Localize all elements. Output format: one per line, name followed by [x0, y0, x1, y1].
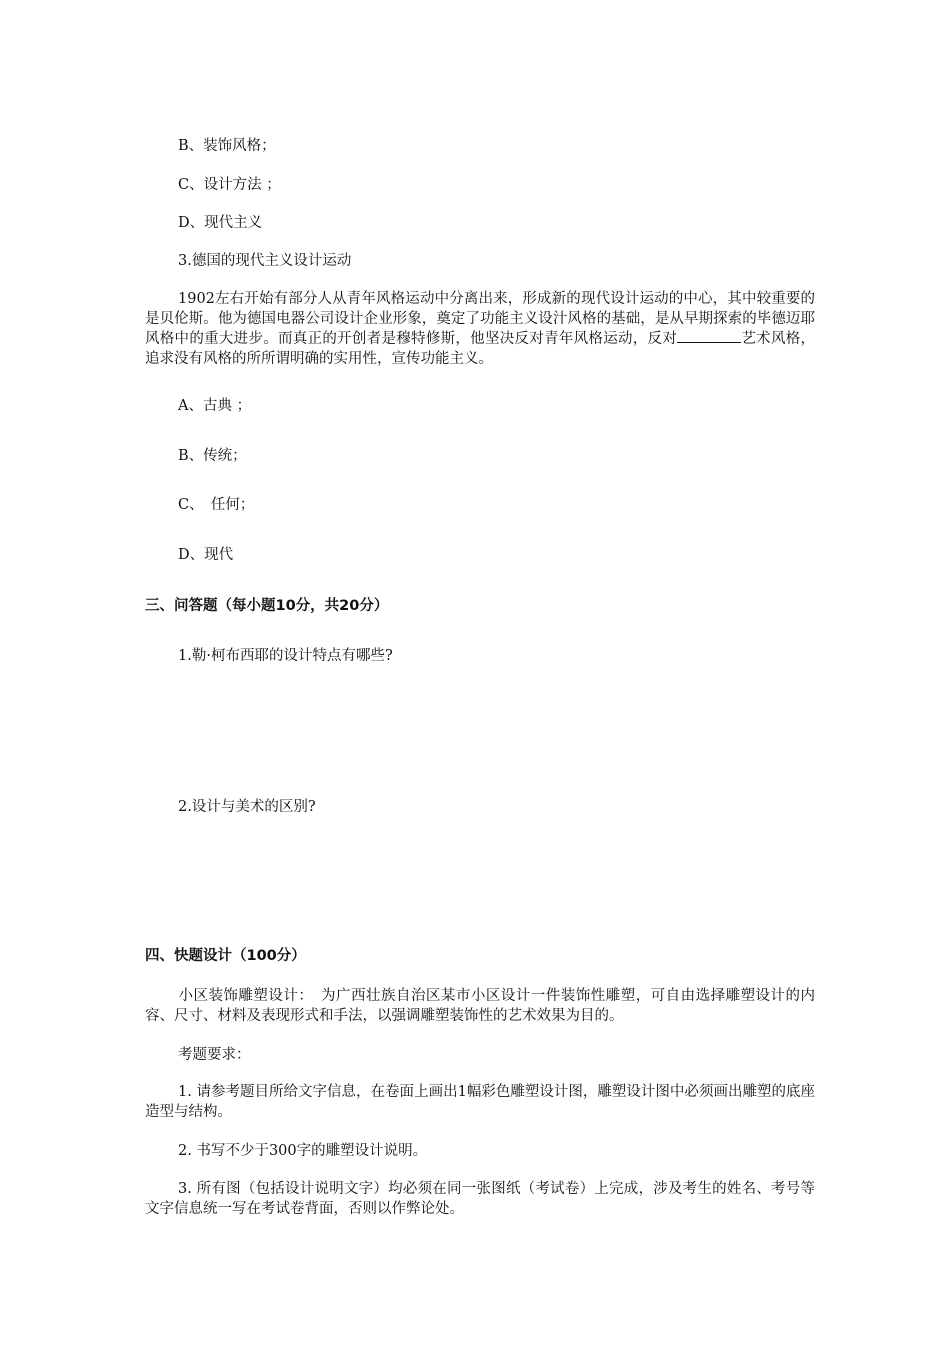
q2-option-c: C、设计方法 ； [178, 177, 281, 193]
section3-heading: 三、问答题（每小题10分，共20分） [145, 598, 389, 614]
q2-option-b: B、装饰风格； [178, 138, 276, 154]
section4-requirement-1 [145, 1083, 815, 1122]
q2-option-d: D、现代主义 [178, 215, 263, 231]
q3-text-after-blank: 艺术风格，追求没有风格的所所谓明确的实用性，宣传功能主义。 [145, 331, 816, 367]
section3-question-2: 2.设计与美术的区别? [178, 799, 316, 815]
section4-requirements-title: 考题要求： [178, 1047, 251, 1063]
section4-intro [145, 987, 815, 1026]
q3-option-c: C、 任何； [178, 497, 255, 513]
q3-title: 3.德国的现代主义设计运动 [178, 253, 352, 269]
fill-in-blank [677, 329, 741, 343]
section4-requirement-2: 2. 书写不少于300字的雕塑设计说明。 [178, 1143, 428, 1159]
q3-option-d: D、现代 [178, 547, 234, 563]
section3-question-1: 1.勒·柯布西耶的设计特点有哪些? [178, 648, 393, 664]
section4-requirement-3 [145, 1180, 815, 1219]
requirement-1-text: 1. 请参考题目所给文字信息，在卷面上画出1幅彩色雕塑设计图，雕塑设计图中必须画出雕塑的底座造型与结构。 [145, 1084, 815, 1120]
requirement-3-text: 3. 所有图（包括设计说明文字）均必须在同一张图纸（考试卷）上完成，涉及考生的姓名、考号等文字信息统一写在考试卷背面，否则以作弊论处。 [145, 1181, 815, 1217]
q3-option-b: B、传统； [178, 448, 247, 464]
section4-heading: 四、快题设计（100分） [145, 948, 306, 964]
q3-text-before-blank: 1902左右开始有部分人从青年风格运动中分离出来，形成新的现代设计运动的中心，其中较重要的是贝伦斯。他为德国电器公司设计企业形象，奠定了功能主义设汁风格的基础，是从早期探索的毕德迈耶风格中的重大进步。而真正的开创者是穆特修斯，他坚决反对青年风格运动，反对 [145, 291, 815, 347]
section4-intro-text: 小区装饰雕塑设计： 为广西壮族自治区某市小区设计一件装饰性雕塑，可自由选择雕塑设计的内容、尺寸、材料及表现形式和手法，以强调雕塑装饰性的艺术效果为目的。 [145, 988, 815, 1024]
q3-question-text [145, 290, 815, 369]
q3-option-a: A、古典 ； [178, 398, 252, 414]
